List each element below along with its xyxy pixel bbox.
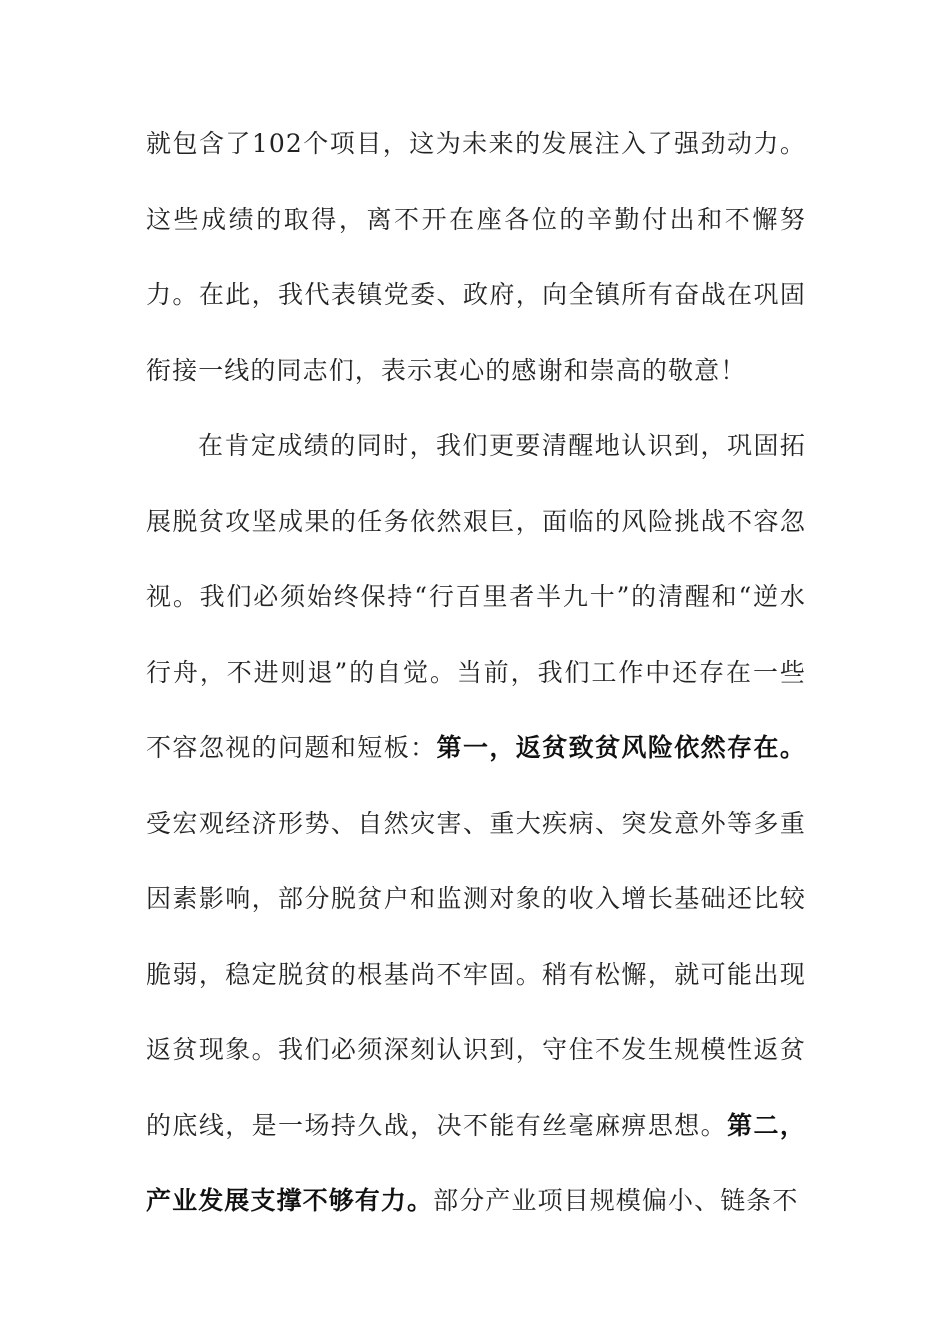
problem-one-text: 受宏观经济形势、自然灾害、重大疾病、突发意外等多重因素影响，部分脱贫户和监测对象的收入增长基础还比较脆弱，稳定脱贫的根基尚不牢固。稍有松懈，就可能出现返贫现象。我们必须深刻认识到，守住不发生规模性返贫的底线，是一场持久战，决不能有丝毫麻痹思想。	[146, 808, 806, 1140]
paragraph-achievements	[146, 106, 806, 408]
problem-one-heading: 第一，返贫致贫风险依然存在。	[436, 733, 806, 762]
problem-two-text: 部分产业项目规模偏小、链条不	[433, 1186, 799, 1215]
problems-intro-text: 在肯定成绩的同时，我们更要清醒地认识到，巩固拓展脱贫攻坚成果的任务依然艰巨，面临的风险挑战不容忽视。我们必须始终保持“行百里者半九十”的清醒和“逆水行舟，不进则退”的自觉。当前，我们工作中还存在一些不容忽视的问题和短板：	[146, 431, 806, 762]
paragraph-problems	[146, 408, 806, 1239]
problem-two-heading: 第二，产业发展支撑不够有力。	[146, 1110, 806, 1215]
achievements-text: 就包含了102个项目，这为未来的发展注入了强劲动力。这些成绩的取得，离不开在座各位的辛勤付出和不懈努力。在此，我代表镇党委、政府，向全镇所有奋战在巩固衔接一线的同志们，表示衷心的感谢和崇高的敬意！	[146, 129, 806, 385]
document-body	[146, 106, 806, 1239]
